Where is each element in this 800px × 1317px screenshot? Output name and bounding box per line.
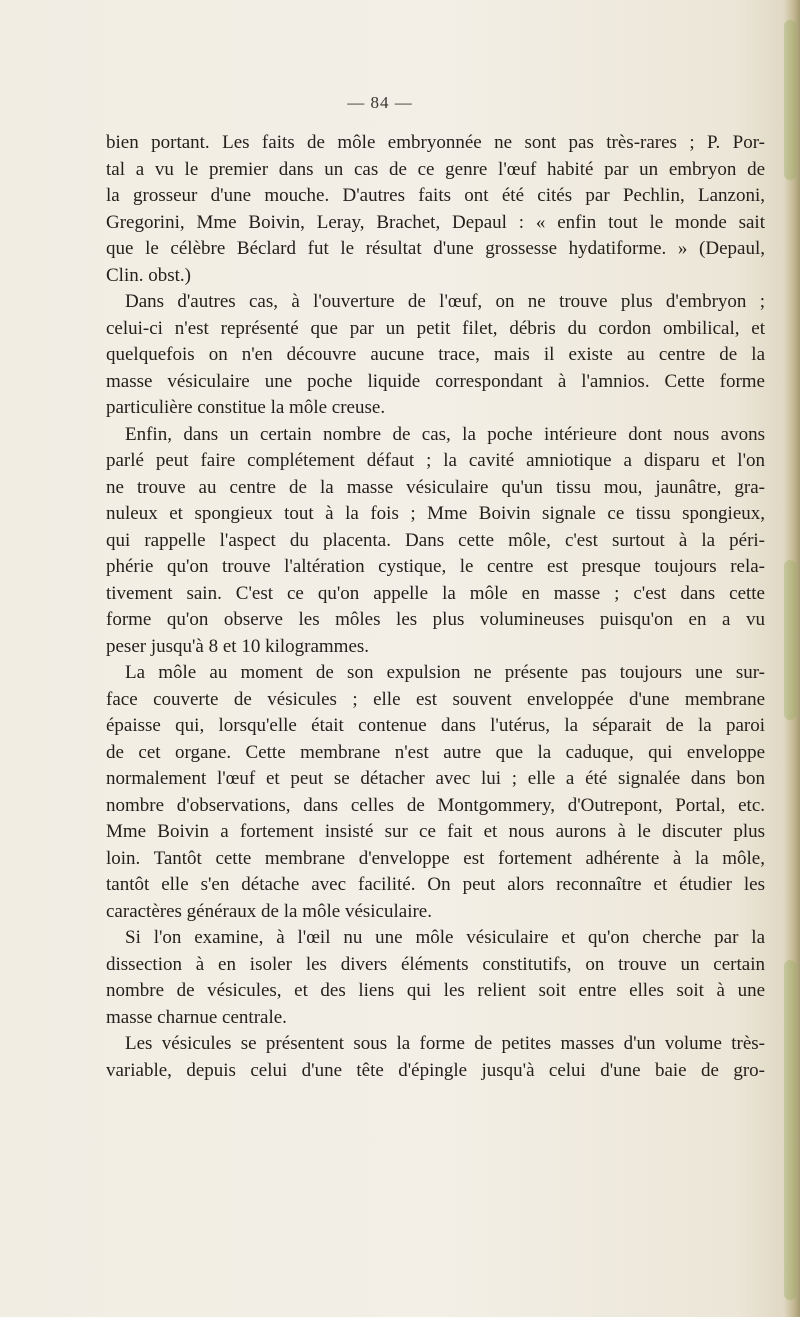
text-line: bien portant. Les faits de môle embryonnée ne sont pas très-rares ; P. Por- xyxy=(106,132,765,153)
text-line: quelquefois on n'en découvre aucune trace, mais il existe au centre de la xyxy=(106,344,765,365)
text-line: loin. Tantôt cette membrane d'enveloppe est fortement adhérente à la môle, xyxy=(106,847,765,869)
text-line: masse vésiculaire une poche liquide correspondant à l'amnios. Cette forme xyxy=(106,370,765,392)
text-line: parlé peut faire complétement défaut ; la cavité amniotique a disparu et l'on xyxy=(106,450,765,471)
text-line: La môle au moment de son expulsion ne présente pas toujours une sur- xyxy=(125,662,765,683)
page-edge-stain xyxy=(784,960,796,1300)
page-edge-stain xyxy=(784,560,796,720)
text-line: dissection à en isoler les divers éléments constitutifs, on trouve un certain xyxy=(106,953,765,975)
text-line: nuleux et spongieux tout à la fois ; Mme Boivin signale ce tissu spongieux, xyxy=(106,503,765,524)
text-line: particulière constitue la môle creuse. xyxy=(106,397,386,418)
page-number: — 84 — xyxy=(347,93,413,112)
text-line: épaisse qui, lorsqu'elle était contenue dans l'utérus, la séparait de la paroi xyxy=(106,715,765,736)
text-line: Enfin, dans un certain nombre de cas, la poche intérieure dont nous avons xyxy=(125,423,765,445)
text-line: Gregorini, Mme Boivin, Leray, Brachet, Depaul : « enfin tout le monde sait xyxy=(106,211,765,233)
text-line: de cet organe. Cette membrane n'est autre que la caduque, qui enveloppe xyxy=(106,741,765,763)
text-line: face couverte de vésicules ; elle est souvent enveloppée d'une membrane xyxy=(106,688,765,710)
text-line: Les vésicules se présentent sous la forme de petites masses d'un volume très- xyxy=(125,1033,765,1054)
text-line: Clin. obst.) xyxy=(106,264,191,286)
text-line: nombre de vésicules, et des liens qui les relient soit entre elles soit à une xyxy=(106,980,765,1001)
body-text xyxy=(106,130,765,1084)
text-line: tal a vu le premier dans un cas de ce genre l'œuf habité par un embryon de xyxy=(106,158,765,180)
text-line: que le célèbre Béclard fut le résultat d'une grossesse hydatiforme. » (Depaul, xyxy=(106,238,765,259)
text-line: la grosseur d'une mouche. D'autres faits ont été cités par Pechlin, Lanzoni, xyxy=(106,185,765,206)
text-line: masse charnue centrale. xyxy=(106,1006,287,1028)
text-line: tantôt elle s'en détache avec facilité. On peut alors reconnaître et étudier les xyxy=(106,874,765,895)
text-line: phérie qu'on trouve l'altération cystique, le centre est presque toujours rela- xyxy=(106,556,765,577)
text-line: Dans d'autres cas, à l'ouverture de l'œuf, on ne trouve plus d'embryon ; xyxy=(125,291,765,312)
text-line: forme qu'on observe les môles les plus volumineuses puisqu'on en a vu xyxy=(106,609,765,630)
text-line: normalement l'œuf et peut se détacher avec lui ; elle a été signalée dans bon xyxy=(106,768,765,789)
text-line: peser jusqu'à 8 et 10 kilogrammes. xyxy=(106,635,370,657)
text-line: celui-ci n'est représenté que par un petit filet, débris du cordon ombilical, et xyxy=(106,317,765,339)
text-line: ne trouve au centre de la masse vésiculaire qu'un tissu mou, jaunâtre, gra- xyxy=(106,476,765,498)
text-line: Si l'on examine, à l'œil nu une môle vésiculaire et qu'on cherche par la xyxy=(125,927,765,948)
text-line: caractères généraux de la môle vésiculaire. xyxy=(106,900,432,922)
text-line: tivement sain. C'est ce qu'on appelle la môle en masse ; c'est dans cette xyxy=(106,582,765,604)
text-line: variable, depuis celui d'une tête d'épingle jusqu'à celui d'une baie de gro- xyxy=(106,1059,765,1081)
text-line: nombre d'observations, dans celles de Montgommery, d'Outrepont, Portal, etc. xyxy=(106,794,765,816)
text-line: qui rappelle l'aspect du placenta. Dans cette môle, c'est surtout à la péri- xyxy=(106,529,765,551)
text-line: Mme Boivin a fortement insisté sur ce fait et nous aurons à le discuter plus xyxy=(106,821,765,842)
page-edge-stain xyxy=(784,20,796,180)
